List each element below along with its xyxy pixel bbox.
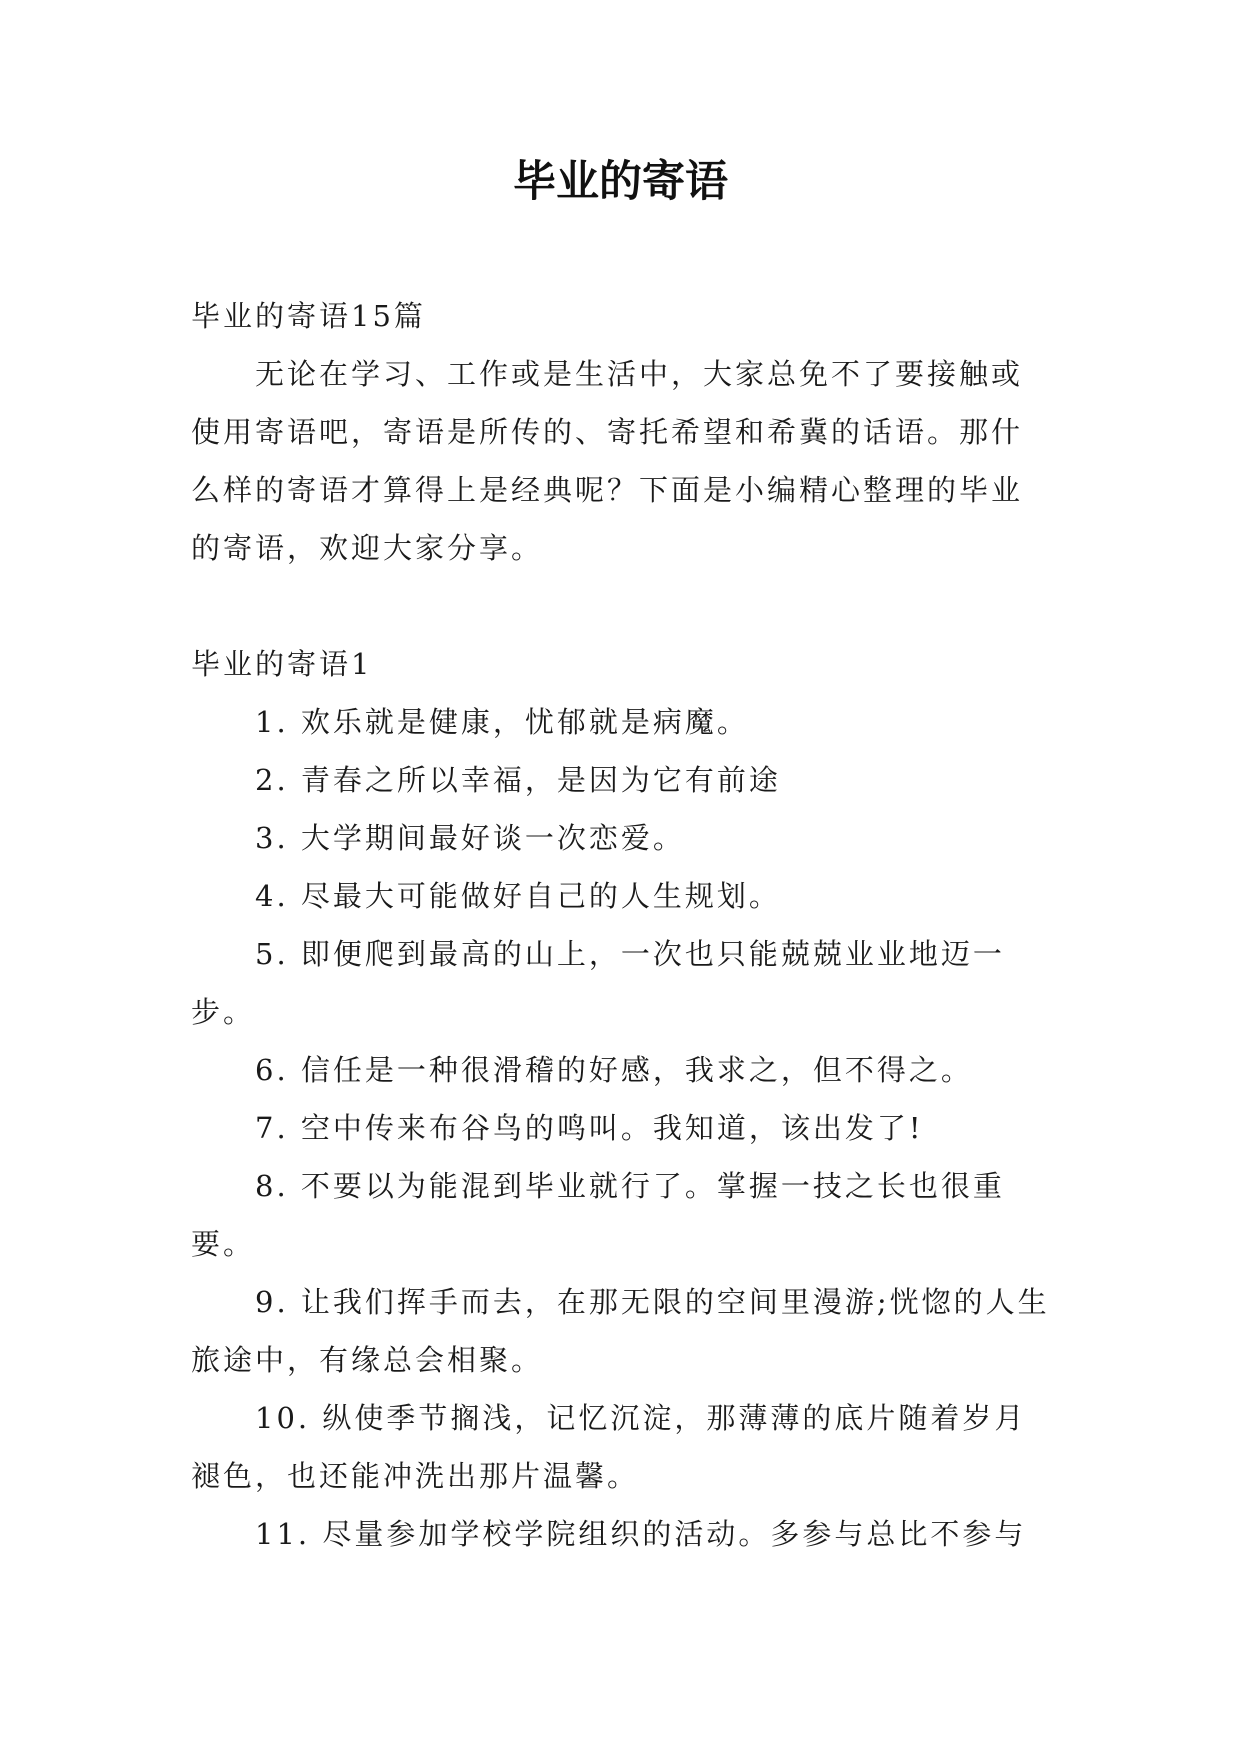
- list-item: 9. 让我们挥手而去，在那无限的空间里漫游;恍惚的人生旅途中，有缘总会相聚。: [191, 1285, 1050, 1377]
- paragraph-gap: [191, 577, 1051, 635]
- list-item: 10. 纵使季节搁浅，记忆沉淀，那薄薄的底片随着岁月褪色，也还能冲洗出那片温馨。: [191, 1401, 1027, 1493]
- list-item: 7. 空中传来布谷鸟的鸣叫。我知道，该出发了!: [255, 1111, 924, 1145]
- document-title: 毕业的寄语: [513, 157, 728, 207]
- list-item: 8. 不要以为能混到毕业就行了。掌握一技之长也很重要。: [191, 1169, 1005, 1261]
- list-item: 2. 青春之所以幸福，是因为它有前途: [255, 763, 781, 797]
- list-item: 3. 大学期间最好谈一次恋爱。: [255, 821, 685, 855]
- list-item: 6. 信任是一种很滑稽的好感，我求之，但不得之。: [255, 1053, 973, 1087]
- list-item: 5. 即便爬到最高的山上，一次也只能兢兢业业地迈一步。: [191, 937, 1005, 1029]
- section-heading: 毕业的寄语1: [191, 647, 373, 681]
- intro-paragraph: 无论在学习、工作或是生活中，大家总免不了要接触或使用寄语吧，寄语是所传的、寄托希望和希冀的话语。那什么样的寄语才算得上是经典呢？下面是小编精心整理的毕业的寄语，欢迎大家分享。: [191, 357, 1024, 565]
- list-item: 1. 欢乐就是健康，忧郁就是病魔。: [255, 705, 749, 739]
- list-item: 4. 尽最大可能做好自己的人生规划。: [255, 879, 781, 913]
- document-body: [191, 287, 1051, 1563]
- list-item: 11. 尽量参加学校学院组织的活动。多参与总比不参与: [255, 1517, 1027, 1551]
- subtitle: 毕业的寄语15篇: [191, 299, 426, 333]
